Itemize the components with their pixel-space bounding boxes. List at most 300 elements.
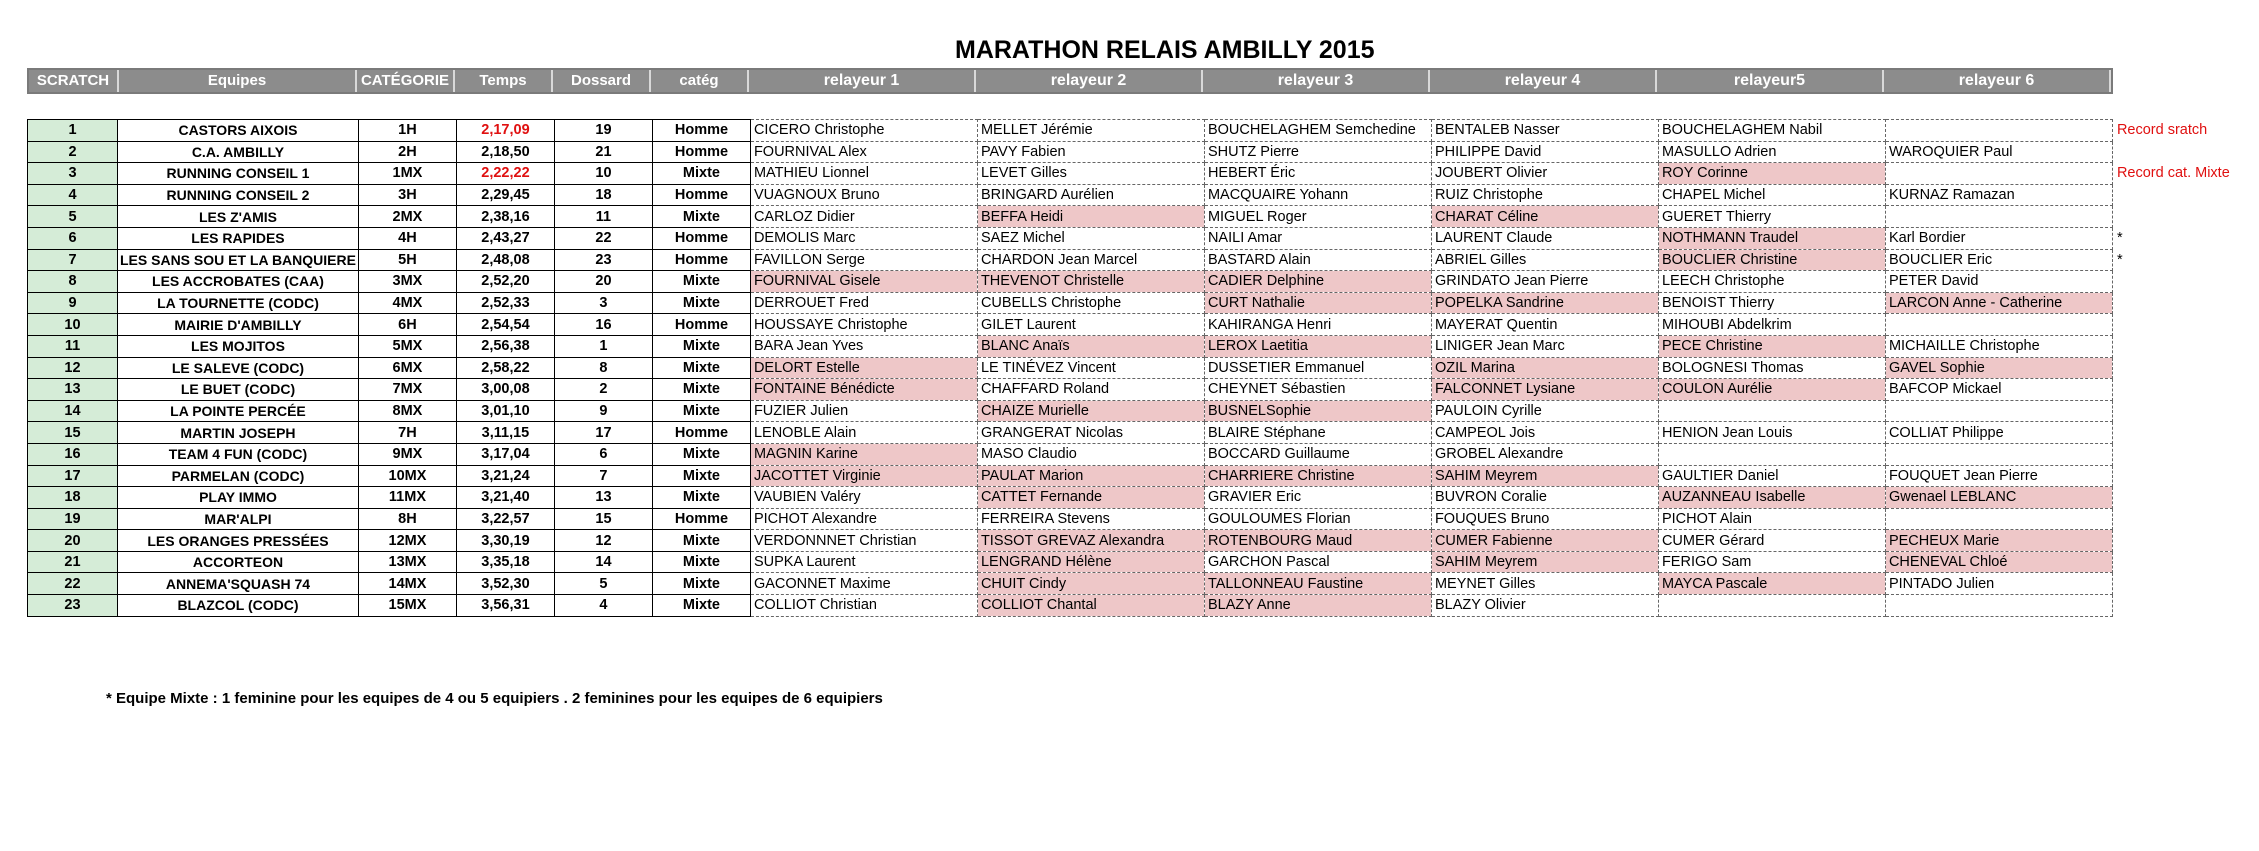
scratch-rank-cell: 6 (28, 227, 118, 249)
category-cell: 5H (358, 249, 456, 271)
scratch-rank-cell: 15 (28, 422, 118, 444)
table-row (28, 551, 2233, 573)
relay-runner-cell: LEVET Gilles (977, 163, 1204, 185)
type-cell: Homme (652, 120, 750, 142)
table-row (28, 206, 2233, 228)
time-cell: 2,17,09 (456, 120, 554, 142)
relay-runner-cell: BOLOGNESI Thomas (1658, 357, 1885, 379)
scratch-rank-cell: 8 (28, 271, 118, 293)
relay-runner-cell: MELLET Jérémie (977, 120, 1204, 142)
relay-runner-cell: PHILIPPE David (1431, 141, 1658, 163)
time-cell: 2,43,27 (456, 227, 554, 249)
relay-runner-cell: COLLIOT Chantal (977, 595, 1204, 617)
relay-runner-cell: BOUCLIER Eric (1885, 249, 2112, 271)
results-table (27, 119, 2233, 617)
bib-cell: 18 (554, 184, 652, 206)
relay-runner-cell: RUIZ Christophe (1431, 184, 1658, 206)
relay-runner-cell: POPELKA Sandrine (1431, 292, 1658, 314)
column-header: relayeur 4 (1430, 70, 1657, 92)
scratch-rank-cell: 1 (28, 120, 118, 142)
category-cell: 1MX (358, 163, 456, 185)
type-cell: Mixte (652, 379, 750, 401)
table-row (28, 573, 2233, 595)
column-header: CATÉGORIE (357, 70, 455, 92)
bib-cell: 8 (554, 357, 652, 379)
relay-runner-cell: CHAIZE Murielle (977, 400, 1204, 422)
scratch-rank-cell: 12 (28, 357, 118, 379)
relay-runner-cell: GROBEL Alexandre (1431, 443, 1658, 465)
scratch-rank-cell: 14 (28, 400, 118, 422)
bib-cell: 13 (554, 487, 652, 509)
bib-cell: 4 (554, 595, 652, 617)
row-note (2112, 141, 2232, 163)
relay-runner-cell: PICHOT Alain (1658, 508, 1885, 530)
relay-runner-cell: KURNAZ Ramazan (1885, 184, 2112, 206)
time-cell: 3,30,19 (456, 530, 554, 552)
relay-runner-cell: DUSSETIER Emmanuel (1204, 357, 1431, 379)
relay-runner-cell: BRINGARD Aurélien (977, 184, 1204, 206)
scratch-rank-cell: 21 (28, 551, 118, 573)
relay-runner-cell (1658, 595, 1885, 617)
row-note (2112, 530, 2232, 552)
relay-runner-cell: HENION Jean Louis (1658, 422, 1885, 444)
bib-cell: 11 (554, 206, 652, 228)
relay-runner-cell: MATHIEU Lionnel (750, 163, 977, 185)
time-cell: 2,38,16 (456, 206, 554, 228)
table-row (28, 292, 2233, 314)
relay-runner-cell: Gwenael LEBLANC (1885, 487, 2112, 509)
type-cell: Homme (652, 227, 750, 249)
relay-runner-cell: PICHOT Alexandre (750, 508, 977, 530)
table-row (28, 508, 2233, 530)
relay-runner-cell: FOUQUES Bruno (1431, 508, 1658, 530)
relay-runner-cell (1885, 120, 2112, 142)
scratch-rank-cell: 4 (28, 184, 118, 206)
time-cell: 2,54,54 (456, 314, 554, 336)
relay-runner-cell: FONTAINE Bénédicte (750, 379, 977, 401)
bib-cell: 2 (554, 379, 652, 401)
type-cell: Mixte (652, 551, 750, 573)
relay-runner-cell: CHAPEL Michel (1658, 184, 1885, 206)
type-cell: Homme (652, 249, 750, 271)
bib-cell: 7 (554, 465, 652, 487)
table-row (28, 595, 2233, 617)
bib-cell: 14 (554, 551, 652, 573)
scratch-rank-cell: 17 (28, 465, 118, 487)
relay-runner-cell: DEMOLIS Marc (750, 227, 977, 249)
time-cell: 3,01,10 (456, 400, 554, 422)
relay-runner-cell: CHEYNET Sébastien (1204, 379, 1431, 401)
relay-runner-cell: CHARAT Céline (1431, 206, 1658, 228)
type-cell: Homme (652, 141, 750, 163)
type-cell: Mixte (652, 206, 750, 228)
row-note (2112, 292, 2232, 314)
table-row (28, 379, 2233, 401)
scratch-rank-cell: 16 (28, 443, 118, 465)
relay-runner-cell: THEVENOT Christelle (977, 271, 1204, 293)
column-header: relayeur 3 (1203, 70, 1430, 92)
type-cell: Mixte (652, 335, 750, 357)
relay-runner-cell: Karl Bordier (1885, 227, 2112, 249)
team-name-cell: C.A. AMBILLY (118, 141, 359, 163)
team-name-cell: BLAZCOL (CODC) (118, 595, 359, 617)
row-note (2112, 595, 2232, 617)
scratch-rank-cell: 9 (28, 292, 118, 314)
type-cell: Homme (652, 314, 750, 336)
time-cell: 3,35,18 (456, 551, 554, 573)
time-cell: 3,17,04 (456, 443, 554, 465)
type-cell: Homme (652, 422, 750, 444)
type-cell: Mixte (652, 357, 750, 379)
time-cell: 2,22,22 (456, 163, 554, 185)
scratch-rank-cell: 20 (28, 530, 118, 552)
type-cell: Homme (652, 508, 750, 530)
relay-runner-cell: NOTHMANN Traudel (1658, 227, 1885, 249)
relay-runner-cell: PAULAT Marion (977, 465, 1204, 487)
row-note: * (2116, 251, 2123, 268)
bib-cell: 9 (554, 400, 652, 422)
team-name-cell: RUNNING CONSEIL 1 (118, 163, 359, 185)
table-row (28, 163, 2233, 185)
time-cell: 3,22,57 (456, 508, 554, 530)
team-name-cell: PARMELAN (CODC) (118, 465, 359, 487)
row-note (2112, 443, 2232, 465)
relay-runner-cell: FOURNIVAL Alex (750, 141, 977, 163)
category-cell: 8H (358, 508, 456, 530)
team-name-cell: LES Z'AMIS (118, 206, 359, 228)
relay-runner-cell: FERREIRA Stevens (977, 508, 1204, 530)
table-row (28, 400, 2233, 422)
category-cell: 2MX (358, 206, 456, 228)
relay-runner-cell: PECHEUX Marie (1885, 530, 2112, 552)
team-name-cell: MAIRIE D'AMBILLY (118, 314, 359, 336)
category-cell: 11MX (358, 487, 456, 509)
table-row (28, 120, 2233, 142)
table-row (28, 314, 2233, 336)
relay-runner-cell: CHUIT Cindy (977, 573, 1204, 595)
relay-runner-cell: MIGUEL Roger (1204, 206, 1431, 228)
relay-runner-cell: JOUBERT Olivier (1431, 163, 1658, 185)
relay-runner-cell: BLAZY Anne (1204, 595, 1431, 617)
column-header: relayeur5 (1657, 70, 1884, 92)
relay-runner-cell: ROY Corinne (1658, 163, 1885, 185)
relay-runner-cell: COULON Aurélie (1658, 379, 1885, 401)
relay-runner-cell (1885, 206, 2112, 228)
footnote: * Equipe Mixte : 1 feminine pour les equipes de 4 ou 5 equipiers . 2 feminines pour les equipes de 6 equipiers (106, 690, 883, 707)
bib-cell: 16 (554, 314, 652, 336)
relay-runner-cell: LEROX Laetitia (1204, 335, 1431, 357)
row-note (2112, 314, 2232, 336)
team-name-cell: LA TOURNETTE (CODC) (118, 292, 359, 314)
time-cell: 3,21,24 (456, 465, 554, 487)
bib-cell: 22 (554, 227, 652, 249)
table-row (28, 227, 2233, 249)
category-cell: 2H (358, 141, 456, 163)
row-note (2112, 487, 2232, 509)
relay-runner-cell: LENGRAND Hélène (977, 551, 1204, 573)
relay-runner-cell: GARCHON Pascal (1204, 551, 1431, 573)
scratch-rank-cell: 19 (28, 508, 118, 530)
relay-runner-cell: BARA Jean Yves (750, 335, 977, 357)
row-note (2112, 357, 2232, 379)
relay-runner-cell: GRANGERAT Nicolas (977, 422, 1204, 444)
relay-runner-cell: CATTET Fernande (977, 487, 1204, 509)
type-cell: Mixte (652, 163, 750, 185)
table-row (28, 443, 2233, 465)
table-row (28, 422, 2233, 444)
table-row (28, 184, 2233, 206)
relay-runner-cell: NAILI Amar (1204, 227, 1431, 249)
relay-runner-cell (1885, 400, 2112, 422)
relay-runner-cell: SAHIM Meyrem (1431, 465, 1658, 487)
category-cell: 6H (358, 314, 456, 336)
relay-runner-cell: BEFFA Heidi (977, 206, 1204, 228)
team-name-cell: MAR'ALPI (118, 508, 359, 530)
relay-runner-cell: BAFCOP Mickael (1885, 379, 2112, 401)
relay-runner-cell: VUAGNOUX Bruno (750, 184, 977, 206)
bib-cell: 10 (554, 163, 652, 185)
relay-runner-cell: CADIER Delphine (1204, 271, 1431, 293)
relay-runner-cell: HOUSSAYE Christophe (750, 314, 977, 336)
relay-runner-cell: CHAFFARD Roland (977, 379, 1204, 401)
header-row (27, 68, 2113, 94)
time-cell: 3,11,15 (456, 422, 554, 444)
table-row (28, 249, 2233, 271)
relay-runner-cell: GOULOUMES Florian (1204, 508, 1431, 530)
row-note (2112, 573, 2232, 595)
time-cell: 2,56,38 (456, 335, 554, 357)
relay-runner-cell: PAULOIN Cyrille (1431, 400, 1658, 422)
relay-runner-cell: DERROUET Fred (750, 292, 977, 314)
relay-runner-cell: CAMPEOL Jois (1431, 422, 1658, 444)
relay-runner-cell (1885, 163, 2112, 185)
team-name-cell: MARTIN JOSEPH (118, 422, 359, 444)
table-row (28, 357, 2233, 379)
type-cell: Mixte (652, 443, 750, 465)
relay-runner-cell: FERIGO Sam (1658, 551, 1885, 573)
time-cell: 3,56,31 (456, 595, 554, 617)
column-header: relayeur 6 (1884, 70, 2111, 92)
relay-runner-cell: MAGNIN Karine (750, 443, 977, 465)
relay-runner-cell: CUMER Gérard (1658, 530, 1885, 552)
relay-runner-cell: GRAVIER Eric (1204, 487, 1431, 509)
table-row (28, 487, 2233, 509)
relay-runner-cell: CHARRIERE Christine (1204, 465, 1431, 487)
time-cell: 3,52,30 (456, 573, 554, 595)
relay-runner-cell: BOUCHELAGHEM Nabil (1658, 120, 1885, 142)
bib-cell: 20 (554, 271, 652, 293)
relay-runner-cell: MICHAILLE Christophe (1885, 335, 2112, 357)
relay-runner-cell (1885, 508, 2112, 530)
scratch-rank-cell: 10 (28, 314, 118, 336)
column-header: SCRATCH (29, 70, 119, 92)
scratch-rank-cell: 18 (28, 487, 118, 509)
relay-runner-cell: BOCCARD Guillaume (1204, 443, 1431, 465)
relay-runner-cell: CUBELLS Christophe (977, 292, 1204, 314)
relay-runner-cell: BENTALEB Nasser (1431, 120, 1658, 142)
scratch-rank-cell: 23 (28, 595, 118, 617)
team-name-cell: LES ORANGES PRESSÉES (118, 530, 359, 552)
relay-runner-cell: GACONNET Maxime (750, 573, 977, 595)
relay-runner-cell: LARCON Anne - Catherine (1885, 292, 2112, 314)
relay-runner-cell: BLAIRE Stéphane (1204, 422, 1431, 444)
relay-runner-cell: MASO Claudio (977, 443, 1204, 465)
team-name-cell: LES ACCROBATES (CAA) (118, 271, 359, 293)
scratch-rank-cell: 11 (28, 335, 118, 357)
category-cell: 13MX (358, 551, 456, 573)
team-name-cell: LES RAPIDES (118, 227, 359, 249)
bib-cell: 17 (554, 422, 652, 444)
relay-runner-cell: CHARDON Jean Marcel (977, 249, 1204, 271)
relay-runner-cell: ROTENBOURG Maud (1204, 530, 1431, 552)
bib-cell: 6 (554, 443, 652, 465)
bib-cell: 1 (554, 335, 652, 357)
relay-runner-cell: CUMER Fabienne (1431, 530, 1658, 552)
bib-cell: 5 (554, 573, 652, 595)
team-name-cell: ACCORTEON (118, 551, 359, 573)
time-cell: 2,29,45 (456, 184, 554, 206)
category-cell: 9MX (358, 443, 456, 465)
type-cell: Mixte (652, 530, 750, 552)
relay-runner-cell: MACQUAIRE Yohann (1204, 184, 1431, 206)
time-cell: 2,52,33 (456, 292, 554, 314)
team-name-cell: LES SANS SOU ET LA BANQUIERE (118, 249, 359, 271)
relay-runner-cell: HEBERT Éric (1204, 163, 1431, 185)
time-cell: 2,18,50 (456, 141, 554, 163)
relay-runner-cell: BLANC Anaïs (977, 335, 1204, 357)
relay-runner-cell: LEECH Christophe (1658, 271, 1885, 293)
relay-runner-cell: LENOBLE Alain (750, 422, 977, 444)
category-cell: 3MX (358, 271, 456, 293)
relay-runner-cell: BOUCHELAGHEM Semchedine (1204, 120, 1431, 142)
relay-runner-cell: BUSNELSophie (1204, 400, 1431, 422)
type-cell: Mixte (652, 400, 750, 422)
bib-cell: 3 (554, 292, 652, 314)
bib-cell: 12 (554, 530, 652, 552)
relay-runner-cell: COLLIAT Philippe (1885, 422, 2112, 444)
type-cell: Mixte (652, 573, 750, 595)
table-row (28, 335, 2233, 357)
table-row (28, 271, 2233, 293)
relay-runner-cell: CHENEVAL Chloé (1885, 551, 2112, 573)
relay-runner-cell: MAYCA Pascale (1658, 573, 1885, 595)
type-cell: Mixte (652, 487, 750, 509)
row-note (2112, 206, 2232, 228)
category-cell: 4MX (358, 292, 456, 314)
time-cell: 2,58,22 (456, 357, 554, 379)
type-cell: Mixte (652, 292, 750, 314)
relay-runner-cell: BLAZY Olivier (1431, 595, 1658, 617)
relay-runner-cell: TALLONNEAU Faustine (1204, 573, 1431, 595)
table-row (28, 141, 2233, 163)
time-cell: 3,21,40 (456, 487, 554, 509)
relay-runner-cell: PECE Christine (1658, 335, 1885, 357)
team-name-cell: LE SALEVE (CODC) (118, 357, 359, 379)
column-header: relayeur 2 (976, 70, 1203, 92)
relay-runner-cell (1885, 443, 2112, 465)
category-cell: 10MX (358, 465, 456, 487)
column-header: Temps (455, 70, 553, 92)
relay-runner-cell: FOUQUET Jean Pierre (1885, 465, 2112, 487)
row-note (2112, 465, 2232, 487)
relay-runner-cell (1885, 595, 2112, 617)
relay-runner-cell: FOURNIVAL Gisele (750, 271, 977, 293)
scratch-rank-cell: 7 (28, 249, 118, 271)
category-cell: 3H (358, 184, 456, 206)
relay-runner-cell: MIHOUBI Abdelkrim (1658, 314, 1885, 336)
category-cell: 14MX (358, 573, 456, 595)
team-name-cell: LE BUET (CODC) (118, 379, 359, 401)
column-header: catég (651, 70, 749, 92)
team-name-cell: PLAY IMMO (118, 487, 359, 509)
table-row (28, 530, 2233, 552)
sheet-title: MARATHON RELAIS AMBILLY 2015 (955, 36, 1375, 64)
category-cell: 15MX (358, 595, 456, 617)
relay-runner-cell: PINTADO Julien (1885, 573, 2112, 595)
relay-runner-cell: MASULLO Adrien (1658, 141, 1885, 163)
time-cell: 3,00,08 (456, 379, 554, 401)
relay-runner-cell (1658, 443, 1885, 465)
relay-runner-cell: CICERO Christophe (750, 120, 977, 142)
relay-runner-cell (1885, 314, 2112, 336)
row-note (2112, 400, 2232, 422)
category-cell: 7H (358, 422, 456, 444)
category-cell: 5MX (358, 335, 456, 357)
bib-cell: 21 (554, 141, 652, 163)
type-cell: Homme (652, 184, 750, 206)
column-header: Dossard (553, 70, 651, 92)
relay-runner-cell: DELORT Estelle (750, 357, 977, 379)
team-name-cell: LA POINTE PERCÉE (118, 400, 359, 422)
bib-cell: 19 (554, 120, 652, 142)
relay-runner-cell: MAYERAT Quentin (1431, 314, 1658, 336)
category-cell: 4H (358, 227, 456, 249)
relay-runner-cell: PAVY Fabien (977, 141, 1204, 163)
row-note (2112, 379, 2232, 401)
relay-runner-cell (1658, 400, 1885, 422)
category-cell: 12MX (358, 530, 456, 552)
category-cell: 1H (358, 120, 456, 142)
column-header: Equipes (119, 70, 357, 92)
relay-runner-cell: LE TINÉVEZ Vincent (977, 357, 1204, 379)
row-note (2112, 184, 2232, 206)
relay-runner-cell: LINIGER Jean Marc (1431, 335, 1658, 357)
relay-runner-cell: JACOTTET Virginie (750, 465, 977, 487)
relay-runner-cell: PETER David (1885, 271, 2112, 293)
scratch-rank-cell: 13 (28, 379, 118, 401)
relay-runner-cell: ABRIEL Gilles (1431, 249, 1658, 271)
category-cell: 8MX (358, 400, 456, 422)
row-note: * (2116, 230, 2123, 247)
team-name-cell: LES MOJITOS (118, 335, 359, 357)
relay-runner-cell: SAHIM Meyrem (1431, 551, 1658, 573)
row-note (2112, 508, 2232, 530)
team-name-cell: CASTORS AIXOIS (118, 120, 359, 142)
bib-cell: 23 (554, 249, 652, 271)
type-cell: Mixte (652, 465, 750, 487)
type-cell: Mixte (652, 595, 750, 617)
relay-runner-cell: CURT Nathalie (1204, 292, 1431, 314)
scratch-rank-cell: 2 (28, 141, 118, 163)
relay-runner-cell: TISSOT GREVAZ Alexandra (977, 530, 1204, 552)
scratch-rank-cell: 22 (28, 573, 118, 595)
category-cell: 7MX (358, 379, 456, 401)
column-header: relayeur 1 (749, 70, 976, 92)
category-cell: 6MX (358, 357, 456, 379)
row-note (2112, 271, 2232, 293)
relay-runner-cell: OZIL Marina (1431, 357, 1658, 379)
relay-runner-cell: KAHIRANGA Henri (1204, 314, 1431, 336)
